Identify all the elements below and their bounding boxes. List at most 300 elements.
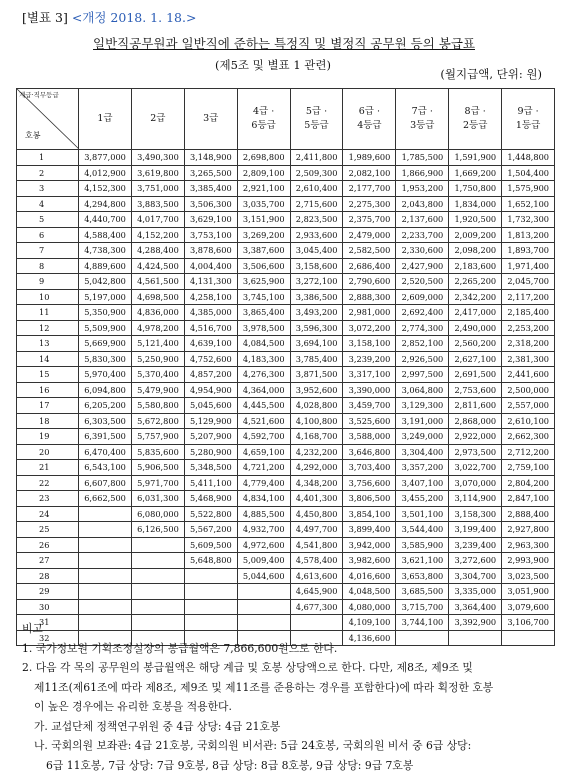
- salary-cell: 3,035,700: [237, 196, 290, 212]
- step-number-cell: 28: [17, 568, 79, 584]
- salary-cell: 4,738,300: [79, 243, 132, 259]
- table-row: [17, 165, 555, 181]
- salary-cell: 3,335,000: [449, 584, 502, 600]
- salary-cell: 2,852,100: [396, 336, 449, 352]
- salary-cell: 2,847,100: [502, 491, 555, 507]
- table-row: [17, 305, 555, 321]
- salary-cell: 3,022,700: [449, 460, 502, 476]
- salary-cell: 5,009,400: [237, 553, 290, 569]
- salary-cell: 3,544,400: [396, 522, 449, 538]
- column-header-text: 1등급: [515, 120, 541, 131]
- salary-cell: 5,250,900: [131, 351, 184, 367]
- table-row: [17, 351, 555, 367]
- salary-cell: 2,411,800: [290, 150, 343, 166]
- appendix-label: [별표 3]: [22, 10, 68, 25]
- salary-cell: 4,521,600: [237, 413, 290, 429]
- salary-cell: 2,790,600: [343, 274, 396, 290]
- notes-section: [22, 619, 552, 775]
- step-number-cell: 5: [17, 212, 79, 228]
- salary-cell: 2,265,200: [449, 274, 502, 290]
- salary-cell: 1,866,900: [396, 165, 449, 181]
- salary-cell: 3,387,600: [237, 243, 290, 259]
- salary-cell: 4,048,500: [343, 584, 396, 600]
- salary-cell: 4,440,700: [79, 212, 132, 228]
- table-row: [17, 150, 555, 166]
- table-row: [17, 522, 555, 538]
- column-header: [343, 89, 396, 150]
- salary-cell: 3,585,900: [396, 537, 449, 553]
- salary-cell: 4,972,600: [237, 537, 290, 553]
- salary-cell: 3,883,500: [131, 196, 184, 212]
- salary-cell: 2,698,800: [237, 150, 290, 166]
- salary-cell: 3,272,600: [449, 553, 502, 569]
- step-number-cell: 17: [17, 398, 79, 414]
- salary-cell: 4,288,400: [131, 243, 184, 259]
- salary-cell: 3,114,900: [449, 491, 502, 507]
- salary-cell: 3,364,400: [449, 599, 502, 615]
- note-1: 1. 국가정보원 기획조정실장의 봉급월액은 7,866,600원으로 한다.: [22, 641, 338, 655]
- salary-cell: 2,809,100: [237, 165, 290, 181]
- salary-cell: 3,745,100: [237, 289, 290, 305]
- step-number-cell: 26: [17, 537, 79, 553]
- salary-cell: 2,427,900: [396, 258, 449, 274]
- step-number-cell: 31: [17, 615, 79, 631]
- salary-cell: 3,158,600: [290, 258, 343, 274]
- salary-cell: 4,136,600: [343, 630, 396, 646]
- salary-cell: 3,596,300: [290, 320, 343, 336]
- salary-cell: 4,017,700: [131, 212, 184, 228]
- salary-cell: 4,364,000: [237, 382, 290, 398]
- salary-cell: [131, 568, 184, 584]
- step-number-cell: 11: [17, 305, 79, 321]
- appendix-header: [22, 8, 196, 26]
- salary-cell: 3,619,800: [131, 165, 184, 181]
- table-row: [17, 599, 555, 615]
- table-row: [17, 243, 555, 259]
- column-header-text: 4급 ·: [252, 106, 275, 117]
- step-number-cell: 23: [17, 491, 79, 507]
- salary-cell: 2,759,100: [502, 460, 555, 476]
- salary-cell: 3,753,100: [184, 227, 237, 243]
- step-number-cell: 6: [17, 227, 79, 243]
- table-row: [17, 553, 555, 569]
- salary-cell: 4,954,900: [184, 382, 237, 398]
- salary-cell: 6,080,000: [131, 506, 184, 522]
- salary-cell: 2,098,200: [449, 243, 502, 259]
- salary-cell: 4,885,500: [237, 506, 290, 522]
- table-row: [17, 444, 555, 460]
- salary-cell: 3,304,700: [449, 568, 502, 584]
- column-header: [449, 89, 502, 150]
- salary-cell: 2,500,000: [502, 382, 555, 398]
- step-number-cell: 21: [17, 460, 79, 476]
- salary-cell: 3,455,200: [396, 491, 449, 507]
- salary-cell: 4,004,400: [184, 258, 237, 274]
- salary-cell: 3,191,000: [396, 413, 449, 429]
- salary-cell: 3,158,300: [449, 506, 502, 522]
- column-header-text: 5등급: [304, 120, 329, 131]
- step-number-cell: 16: [17, 382, 79, 398]
- salary-cell: 2,662,300: [502, 429, 555, 445]
- salary-cell: 3,978,500: [237, 320, 290, 336]
- salary-cell: 5,971,700: [131, 475, 184, 491]
- salary-cell: 5,509,900: [79, 320, 132, 336]
- salary-cell: 4,541,800: [290, 537, 343, 553]
- salary-cell: 4,677,300: [290, 599, 343, 615]
- step-number-cell: 30: [17, 599, 79, 615]
- salary-cell: 1,834,000: [449, 196, 502, 212]
- salary-cell: 4,294,800: [79, 196, 132, 212]
- table-row: [17, 181, 555, 197]
- salary-cell: 5,411,100: [184, 475, 237, 491]
- salary-cell: 3,249,000: [396, 429, 449, 445]
- salary-cell: 3,490,300: [131, 150, 184, 166]
- salary-cell: 1,953,200: [396, 181, 449, 197]
- salary-cell: 5,370,400: [131, 367, 184, 383]
- column-header-text: 5급 ·: [305, 106, 328, 117]
- salary-cell: 1,448,800: [502, 150, 555, 166]
- note-2-item-ga: 가. 교섭단체 정책연구위원 중 4급 상당: 4급 21호봉: [34, 719, 281, 733]
- document-subtitle: (제5조 및 별표 1 관련): [215, 58, 331, 72]
- salary-cell: 4,978,200: [131, 320, 184, 336]
- column-header: [290, 89, 343, 150]
- salary-cell: [184, 584, 237, 600]
- salary-cell: [79, 553, 132, 569]
- salary-cell: 4,613,600: [290, 568, 343, 584]
- salary-cell: 5,970,400: [79, 367, 132, 383]
- salary-cell: 3,525,600: [343, 413, 396, 429]
- salary-cell: 3,751,000: [131, 181, 184, 197]
- salary-cell: 3,865,400: [237, 305, 290, 321]
- salary-cell: 1,893,700: [502, 243, 555, 259]
- column-header-text: 6급 ·: [358, 106, 381, 117]
- salary-cell: 3,064,800: [396, 382, 449, 398]
- salary-cell: 2,509,300: [290, 165, 343, 181]
- salary-cell: 4,889,600: [79, 258, 132, 274]
- salary-cell: 3,982,600: [343, 553, 396, 569]
- salary-cell: 3,407,100: [396, 475, 449, 491]
- salary-cell: 2,973,500: [449, 444, 502, 460]
- salary-cell: 6,607,800: [79, 475, 132, 491]
- salary-cell: [131, 584, 184, 600]
- step-number-cell: 32: [17, 630, 79, 646]
- title-text: 일반직공무원과 일반직에 준하는 특정직 및 별정직 공무원 등의 봉급표: [93, 36, 475, 51]
- salary-cell: 3,158,100: [343, 336, 396, 352]
- salary-cell: 5,567,200: [184, 522, 237, 538]
- salary-cell: 2,686,400: [343, 258, 396, 274]
- salary-cell: 2,381,300: [502, 351, 555, 367]
- salary-cell: 2,330,600: [396, 243, 449, 259]
- step-number-cell: 4: [17, 196, 79, 212]
- salary-cell: 5,479,900: [131, 382, 184, 398]
- step-number-cell: 8: [17, 258, 79, 274]
- step-number-cell: 29: [17, 584, 79, 600]
- salary-cell: 3,625,900: [237, 274, 290, 290]
- salary-cell: [79, 584, 132, 600]
- salary-cell: 3,878,600: [184, 243, 237, 259]
- table-row: [17, 382, 555, 398]
- table-row: [17, 336, 555, 352]
- salary-cell: 1,750,800: [449, 181, 502, 197]
- salary-cell: 5,672,800: [131, 413, 184, 429]
- salary-cell: 5,669,900: [79, 336, 132, 352]
- note-2-item-na-line-1: 나. 국회의원 보좌관: 4급 21호봉, 국회의원 비서관: 5급 24호봉, 국회의원 비서 중 6급 상당:: [34, 739, 472, 752]
- salary-cell: 5,044,600: [237, 568, 290, 584]
- salary-cell: 2,933,600: [290, 227, 343, 243]
- table-row: [17, 537, 555, 553]
- salary-cell: 6,662,500: [79, 491, 132, 507]
- salary-cell: 5,468,900: [184, 491, 237, 507]
- column-header-text: 3등급: [410, 120, 435, 131]
- salary-cell: 6,031,300: [131, 491, 184, 507]
- salary-cell: 4,857,200: [184, 367, 237, 383]
- salary-cell: 2,185,400: [502, 305, 555, 321]
- salary-cell: 2,610,400: [290, 181, 343, 197]
- salary-cell: 2,963,300: [502, 537, 555, 553]
- salary-cell: 4,100,800: [290, 413, 343, 429]
- salary-cell: 4,516,700: [184, 320, 237, 336]
- salary-cell: 4,348,200: [290, 475, 343, 491]
- salary-cell: 2,490,000: [449, 320, 502, 336]
- note-2-line-1: 2. 다음 각 목의 공무원의 봉급월액은 해당 계급 및 호봉 상당액으로 한다. 다만, 제8조, 제9조 및: [22, 661, 473, 674]
- salary-cell: 4,639,100: [184, 336, 237, 352]
- document-title: [0, 34, 568, 52]
- table-row: [17, 289, 555, 305]
- table-row: [17, 568, 555, 584]
- salary-cell: 4,645,900: [290, 584, 343, 600]
- salary-cell: 2,997,500: [396, 367, 449, 383]
- step-number-cell: 1: [17, 150, 79, 166]
- salary-cell: 3,621,100: [396, 553, 449, 569]
- salary-cell: 2,479,000: [343, 227, 396, 243]
- column-header-text: 1급: [97, 113, 113, 124]
- salary-cell: 1,652,100: [502, 196, 555, 212]
- step-number-cell: 14: [17, 351, 79, 367]
- table-row: [17, 258, 555, 274]
- table-row: [17, 398, 555, 414]
- column-header-text: 7급 ·: [411, 106, 433, 117]
- salary-cell: 3,493,200: [290, 305, 343, 321]
- salary-cell: 2,888,300: [343, 289, 396, 305]
- salary-cell: 2,753,600: [449, 382, 502, 398]
- salary-cell: 3,148,900: [184, 150, 237, 166]
- salary-cell: 2,582,500: [343, 243, 396, 259]
- salary-cell: 5,757,900: [131, 429, 184, 445]
- salary-cell: 3,023,500: [502, 568, 555, 584]
- corner-bottom-label: 호봉: [25, 131, 41, 140]
- salary-cell: 3,079,600: [502, 599, 555, 615]
- salary-cell: 4,779,400: [237, 475, 290, 491]
- salary-cell: 4,152,200: [131, 227, 184, 243]
- salary-cell: 4,084,500: [237, 336, 290, 352]
- column-header-text: 6등급: [251, 120, 276, 131]
- salary-cell: 1,575,900: [502, 181, 555, 197]
- table-row: [17, 584, 555, 600]
- salary-cell: 3,506,300: [184, 196, 237, 212]
- salary-cell: 3,942,000: [343, 537, 396, 553]
- salary-cell: 5,045,600: [184, 398, 237, 414]
- salary-cell: 2,823,500: [290, 212, 343, 228]
- salary-cell: [131, 537, 184, 553]
- step-number-cell: 3: [17, 181, 79, 197]
- table-row: [17, 429, 555, 445]
- unit-label: (월지급액, 단위: 원): [440, 67, 542, 81]
- salary-cell: 2,253,200: [502, 320, 555, 336]
- salary-cell: 3,151,900: [237, 212, 290, 228]
- table-row: [17, 413, 555, 429]
- salary-cell: 3,854,100: [343, 506, 396, 522]
- salary-cell: 3,785,400: [290, 351, 343, 367]
- salary-cell: 2,417,000: [449, 305, 502, 321]
- salary-cell: 4,445,500: [237, 398, 290, 414]
- salary-cell: 2,183,600: [449, 258, 502, 274]
- column-header: [184, 89, 237, 150]
- notes-heading: 비고: [22, 622, 43, 635]
- salary-cell: [79, 522, 132, 538]
- table-row: [17, 227, 555, 243]
- salary-cell: 5,350,900: [79, 305, 132, 321]
- step-number-cell: 24: [17, 506, 79, 522]
- salary-cell: 4,028,800: [290, 398, 343, 414]
- salary-cell: 5,906,500: [131, 460, 184, 476]
- note-2-line-3: 이 높은 경우에는 유리한 호봉을 적용한다.: [34, 700, 232, 713]
- salary-cell: [184, 568, 237, 584]
- column-header: [396, 89, 449, 150]
- salary-cell: 4,152,300: [79, 181, 132, 197]
- salary-cell: 5,348,500: [184, 460, 237, 476]
- salary-cell: 5,197,000: [79, 289, 132, 305]
- column-header: [237, 89, 290, 150]
- salary-cell: 5,835,600: [131, 444, 184, 460]
- salary-cell: 2,233,700: [396, 227, 449, 243]
- salary-cell: 4,080,000: [343, 599, 396, 615]
- salary-cell: 3,629,100: [184, 212, 237, 228]
- step-number-cell: 12: [17, 320, 79, 336]
- salary-cell: 3,239,200: [343, 351, 396, 367]
- salary-cell: 2,045,700: [502, 274, 555, 290]
- salary-cell: 3,357,200: [396, 460, 449, 476]
- table-row: [17, 320, 555, 336]
- column-header-text: 2급: [150, 113, 166, 124]
- salary-cell: 2,137,600: [396, 212, 449, 228]
- salary-cell: 3,045,400: [290, 243, 343, 259]
- salary-cell: 3,715,700: [396, 599, 449, 615]
- salary-cell: [237, 584, 290, 600]
- salary-cell: 2,981,000: [343, 305, 396, 321]
- salary-cell: 4,424,500: [131, 258, 184, 274]
- salary-cell: 3,694,100: [290, 336, 343, 352]
- salary-cell: 4,834,100: [237, 491, 290, 507]
- step-number-cell: 2: [17, 165, 79, 181]
- salary-cell: [131, 599, 184, 615]
- salary-cell: 3,269,200: [237, 227, 290, 243]
- salary-cell: 4,012,900: [79, 165, 132, 181]
- table-row: [17, 460, 555, 476]
- column-header-text: 9급 ·: [517, 106, 539, 117]
- salary-cell: 5,042,800: [79, 274, 132, 290]
- salary-cell: 4,385,000: [184, 305, 237, 321]
- salary-cell: 2,043,800: [396, 196, 449, 212]
- salary-cell: 2,888,400: [502, 506, 555, 522]
- salary-cell: [79, 537, 132, 553]
- salary-cell: 2,342,200: [449, 289, 502, 305]
- salary-cell: 3,272,100: [290, 274, 343, 290]
- salary-cell: 4,450,800: [290, 506, 343, 522]
- salary-cell: 5,830,300: [79, 351, 132, 367]
- salary-cell: 1,504,400: [502, 165, 555, 181]
- salary-cell: 5,522,800: [184, 506, 237, 522]
- salary-cell: 2,557,000: [502, 398, 555, 414]
- table-row: [17, 475, 555, 491]
- salary-cell: 4,131,300: [184, 274, 237, 290]
- salary-cell: 3,952,600: [290, 382, 343, 398]
- step-number-cell: 25: [17, 522, 79, 538]
- salary-cell: 3,506,600: [237, 258, 290, 274]
- corner-cell: [17, 89, 79, 150]
- salary-cell: 2,921,100: [237, 181, 290, 197]
- step-number-cell: 7: [17, 243, 79, 259]
- salary-cell: 2,993,900: [502, 553, 555, 569]
- salary-cell: 1,920,500: [449, 212, 502, 228]
- salary-cell: 5,129,900: [184, 413, 237, 429]
- salary-cell: 3,106,700: [502, 615, 555, 631]
- salary-cell: 3,744,100: [396, 615, 449, 631]
- salary-cell: 2,609,000: [396, 289, 449, 305]
- salary-cell: 3,756,600: [343, 475, 396, 491]
- salary-cell: 2,715,600: [290, 196, 343, 212]
- column-header: [79, 89, 132, 150]
- column-header-text: 2등급: [462, 120, 488, 131]
- note-2-line-2: 제11조(제61조에 따라 제8조, 제9조 및 제11조를 준용하는 경우를 포함한다)에 따라 획정한 호봉: [34, 680, 494, 694]
- salary-cell: 2,922,000: [449, 429, 502, 445]
- salary-cell: 5,580,800: [131, 398, 184, 414]
- salary-cell: [79, 506, 132, 522]
- salary-cell: 1,989,600: [343, 150, 396, 166]
- salary-cell: 5,207,900: [184, 429, 237, 445]
- salary-cell: 2,610,100: [502, 413, 555, 429]
- salary-cell: 6,094,800: [79, 382, 132, 398]
- salary-cell: 2,082,100: [343, 165, 396, 181]
- salary-cell: 1,813,200: [502, 227, 555, 243]
- salary-cell: 2,804,200: [502, 475, 555, 491]
- table-row: [17, 274, 555, 290]
- salary-cell: 4,258,100: [184, 289, 237, 305]
- salary-cell: [131, 553, 184, 569]
- salary-cell: 4,232,200: [290, 444, 343, 460]
- step-number-cell: 13: [17, 336, 79, 352]
- salary-cell: 4,168,700: [290, 429, 343, 445]
- salary-cell: 2,117,200: [502, 289, 555, 305]
- salary-cell: 3,646,800: [343, 444, 396, 460]
- salary-cell: 4,401,300: [290, 491, 343, 507]
- table-row: [17, 367, 555, 383]
- salary-cell: [79, 599, 132, 615]
- table-row: [17, 491, 555, 507]
- step-number-cell: 10: [17, 289, 79, 305]
- salary-cell: 2,520,500: [396, 274, 449, 290]
- salary-cell: 2,691,500: [449, 367, 502, 383]
- salary-cell: 3,070,000: [449, 475, 502, 491]
- salary-cell: 4,588,400: [79, 227, 132, 243]
- salary-cell: 4,932,700: [237, 522, 290, 538]
- salary-cell: 4,276,300: [237, 367, 290, 383]
- salary-cell: 4,698,500: [131, 289, 184, 305]
- salary-cell: 3,051,900: [502, 584, 555, 600]
- amendment-link[interactable]: <개정 2018. 1. 18.>: [71, 10, 197, 25]
- salary-cell: 6,303,500: [79, 413, 132, 429]
- salary-cell: 3,304,400: [396, 444, 449, 460]
- salary-cell: 2,560,200: [449, 336, 502, 352]
